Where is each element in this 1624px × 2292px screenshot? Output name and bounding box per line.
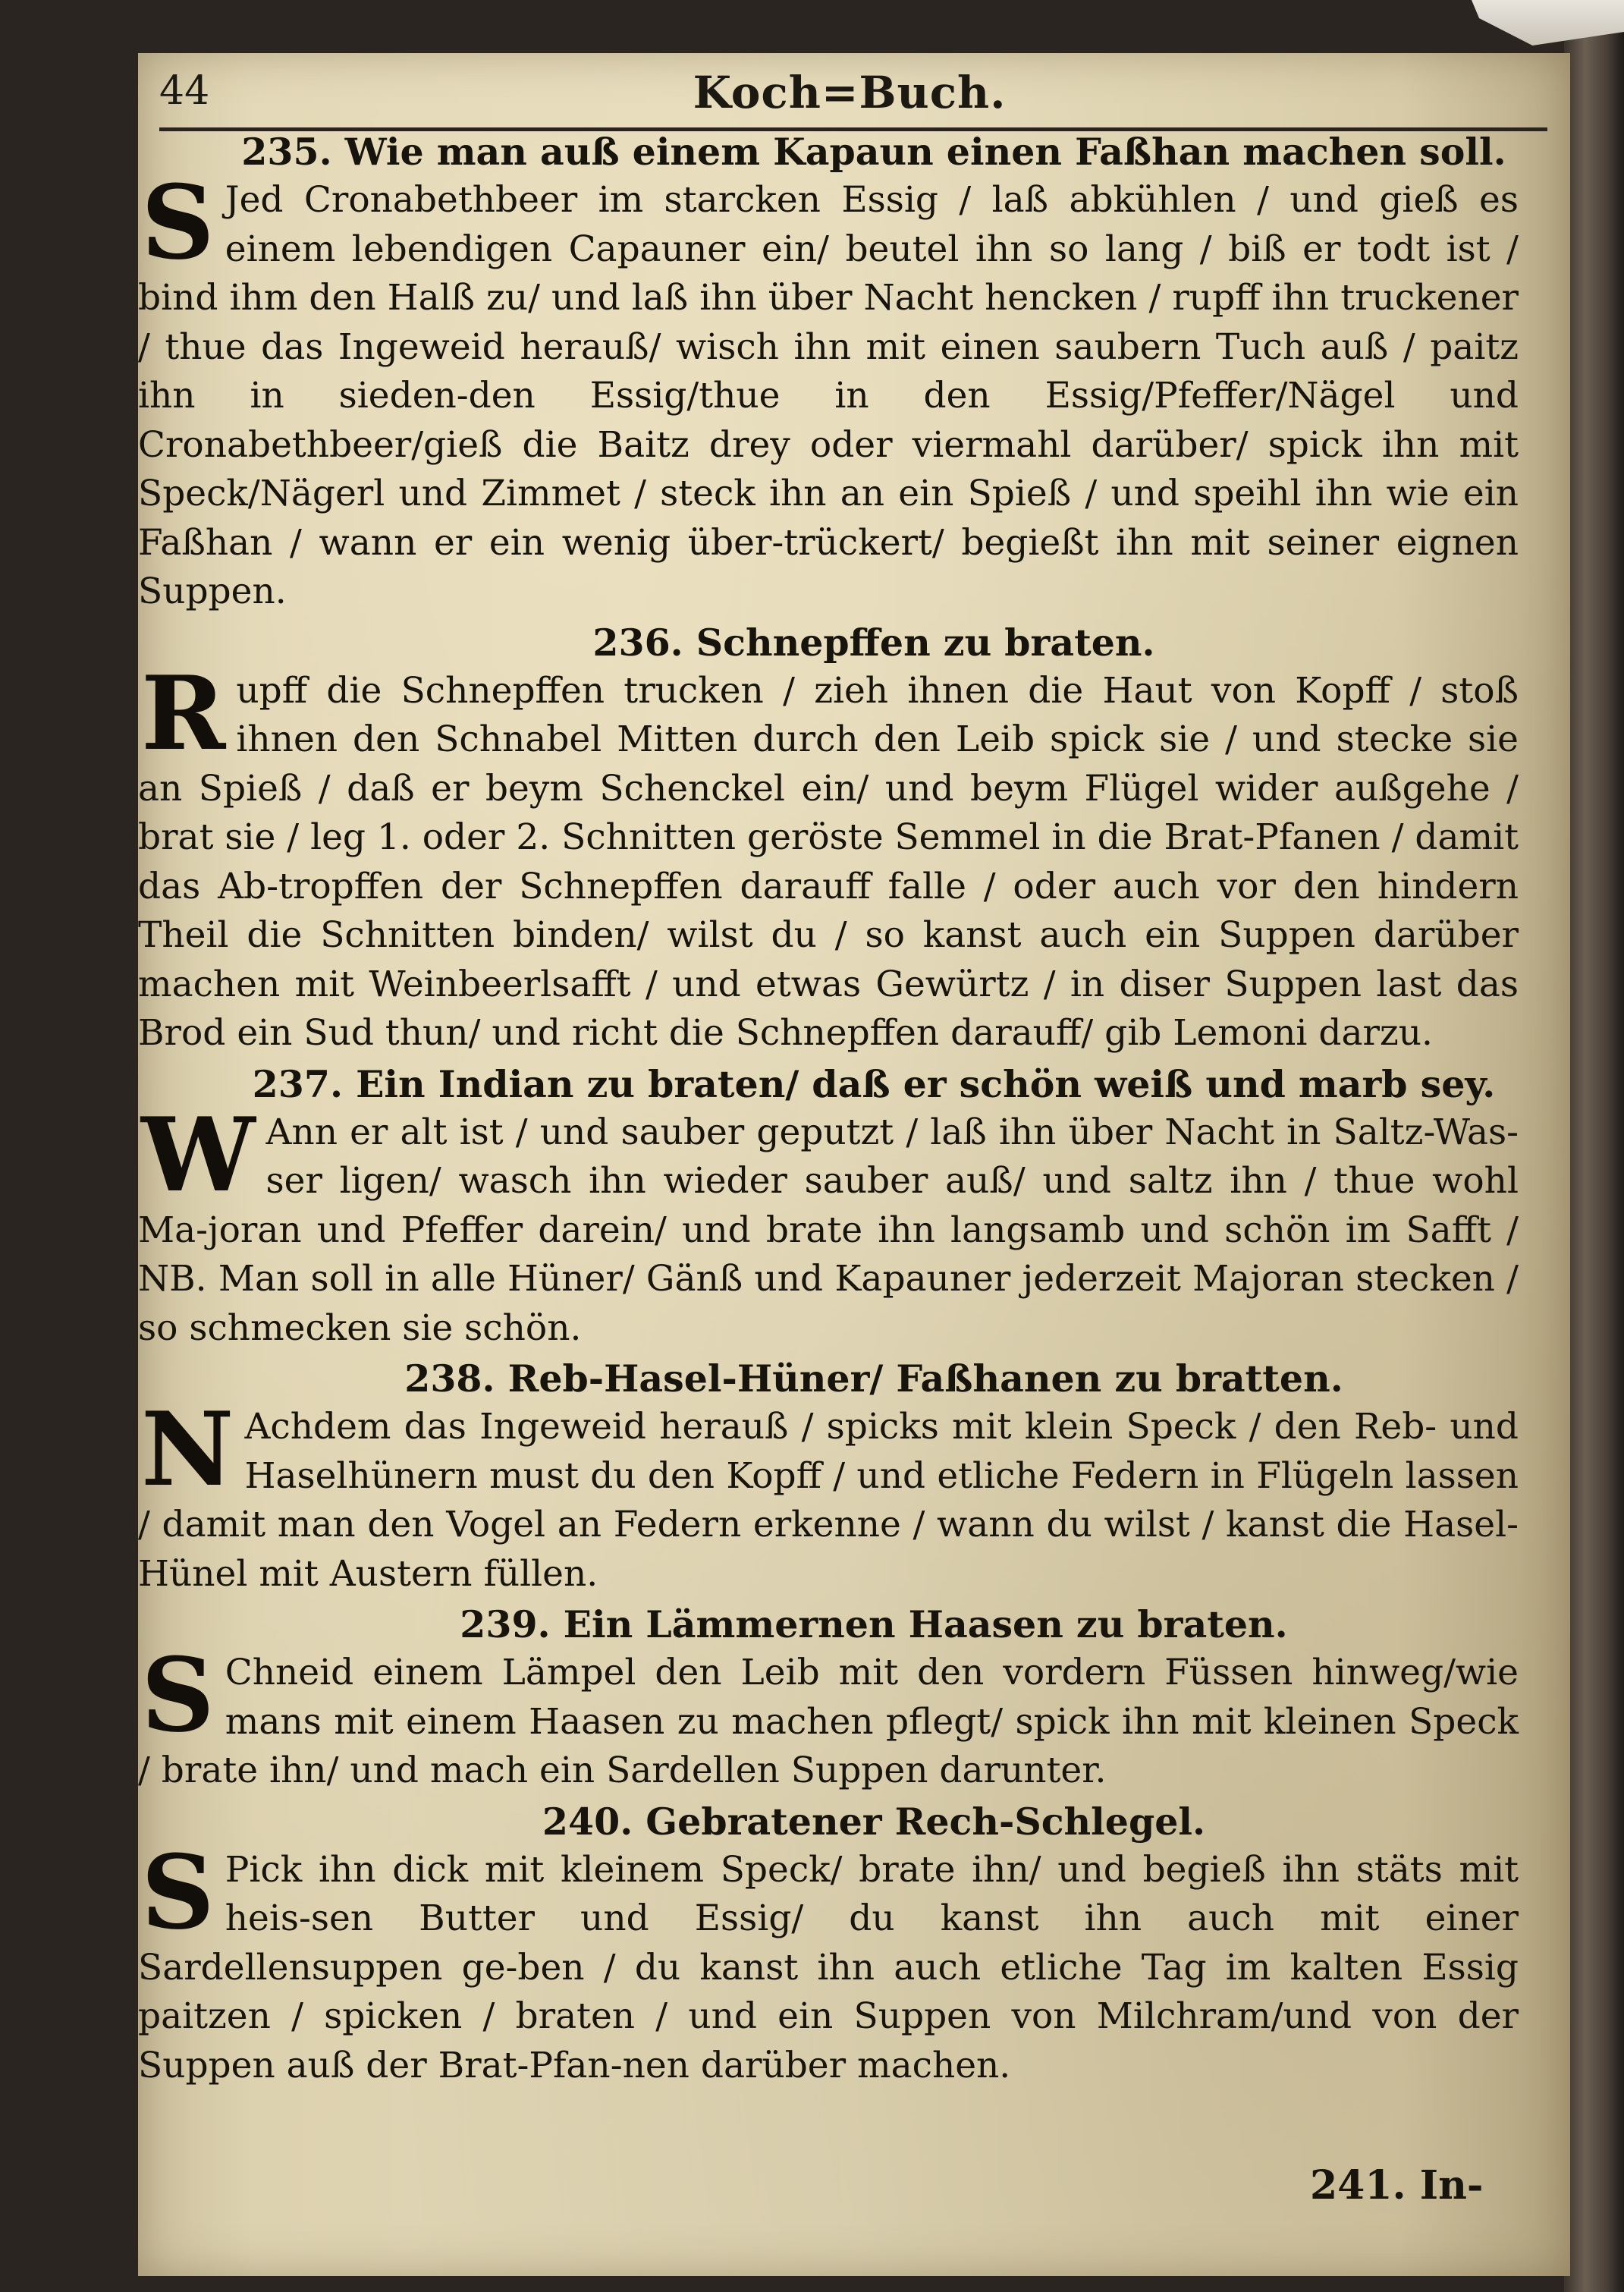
recipe-body [138, 1635, 1519, 1796]
recipe-text: Jed Cronabethbeer im starcken Essig / laß abkühlen / und gieß es einem lebendigen Capauner ein/ beutel ihn so lang / biß er todt ist / bind ihm den Halß zu/ und laß ihn über Nacht hencken / rupff ihn truckener / thue das Ingeweid herauß/ wisch ihn mit einen saubern Tuch auß / paitz ihn in sieden-den Essig/thue in den Essig/Pfeffer/Nägel und Cronabethbeer/gieß die Baitz drey oder viermahl darüber/ spick ihn mit Speck/Nägerl und Zimmet / steck ihn an ein Spieß / und speihl ihn wie ein Faßhan / wann er ein wenig über-trückert/ begießt ihn mit seiner eignen Suppen. [138, 179, 1519, 612]
recipe-text: Achdem das Ingeweid herauß / spicks mit klein Speck / den Reb- und Haselhünern must du den Kopff / und etliche Federn in Flügeln lassen / damit man den Vogel an Federn erkenne / wann du wilst / kanst die Hasel-Hünel mit Austern füllen. [138, 1406, 1519, 1595]
recipe-title: 240. Gebratener Rech-Schlegel. [542, 1799, 1206, 1844]
page-content [138, 127, 1519, 2092]
recipe-236 [138, 618, 1519, 1058]
recipe-title: 238. Reb-Hasel-Hüner/ Faßhanen zu bratten. [404, 1357, 1343, 1401]
recipe-239 [138, 1600, 1519, 1796]
recipe-text: Chneid einem Lämpel den Leib mit den vordern Füssen hinweg/wie mans mit einem Haasen zu machen pflegt/ spick ihn mit kleinen Speck / brate ihn/ und mach ein Sardellen Suppen darunter. [138, 1652, 1519, 1791]
drop-cap-initial: W [141, 1094, 256, 1215]
recipe-body [138, 652, 1519, 1058]
book-page [138, 53, 1570, 2276]
drop-cap-initial: S [141, 1831, 215, 1952]
catchword: 241. In- [1310, 2162, 1484, 2209]
recipe-240 [138, 1797, 1519, 2091]
recipe-title: 236. Schnepffen zu braten. [592, 620, 1155, 665]
drop-cap-initial: S [141, 162, 215, 282]
book-spine-edge [1564, 0, 1624, 2292]
recipe-text: Ann er alt ist / und sauber geputzt / laß ihn über Nacht in Saltz-Was-ser ligen/ wasch ihn wieder sauber auß/ und saltz ihn / thue wohl Ma-joran und Pfeffer darein/ und brate ihn langsamb und schön im Safft / NB. Man soll in alle Hüner/ Gänß und Kapauner jederzeit Majoran stecken / so schmecken sie schön. [138, 1111, 1519, 1349]
drop-cap-initial: N [141, 1389, 234, 1509]
drop-cap-initial: S [141, 1635, 215, 1755]
recipe-body [138, 162, 1519, 617]
running-head: Koch=Buch. [693, 67, 1007, 118]
recipe-235 [138, 127, 1519, 617]
recipe-title: 235. Wie man auß einem Kapaun einen Faßhan machen soll. [241, 130, 1506, 174]
recipe-body [138, 1094, 1519, 1354]
recipe-238 [138, 1354, 1519, 1599]
recipe-body [138, 1389, 1519, 1599]
recipe-title: 237. Ein Indian zu braten/ daß er schön weiß und marb sey. [252, 1061, 1496, 1106]
recipe-text: Pick ihn dick mit kleinem Speck/ brate ihn/ und begieß ihn stäts mit heis-sen Butter und Essig/ du kanst ihn auch mit einer Sardellensuppen ge-ben / du kanst ihn auch etliche Tag im kalten Essig paitzen / spicken / braten / und ein Suppen von Milchram/und von der Suppen auß der Brat-Pfan-nen darüber machen. [138, 1848, 1519, 2086]
page-header [159, 68, 1540, 121]
recipe-body [138, 1831, 1519, 2091]
drop-cap-initial: R [141, 652, 226, 773]
page-number: 44 [159, 68, 210, 114]
recipe-title: 239. Ein Lämmernen Haasen zu braten. [460, 1602, 1288, 1646]
recipe-237 [138, 1060, 1519, 1354]
recipe-text: upff die Schnepffen trucken / zieh ihnen die Haut von Kopff / stoß ihnen den Schnabel Mitten durch den Leib spick sie / und stecke sie an Spieß / daß er beym Schenckel ein/ und beym Flügel wider außgehe / brat sie / leg 1. oder 2. Schnitten geröste Semmel in die Brat-Pfanen / damit das Ab-tropffen der Schnepffen darauff falle / oder auch vor den hindern Theil die Schnitten binden/ wilst du / so kanst auch ein Suppen darüber machen mit Weinbeerlsafft / und etwas Gewürtz / in diser Suppen last das Brod ein Sud thun/ und richt die Schnepffen darauff/ gib Lemoni darzu. [138, 669, 1519, 1054]
